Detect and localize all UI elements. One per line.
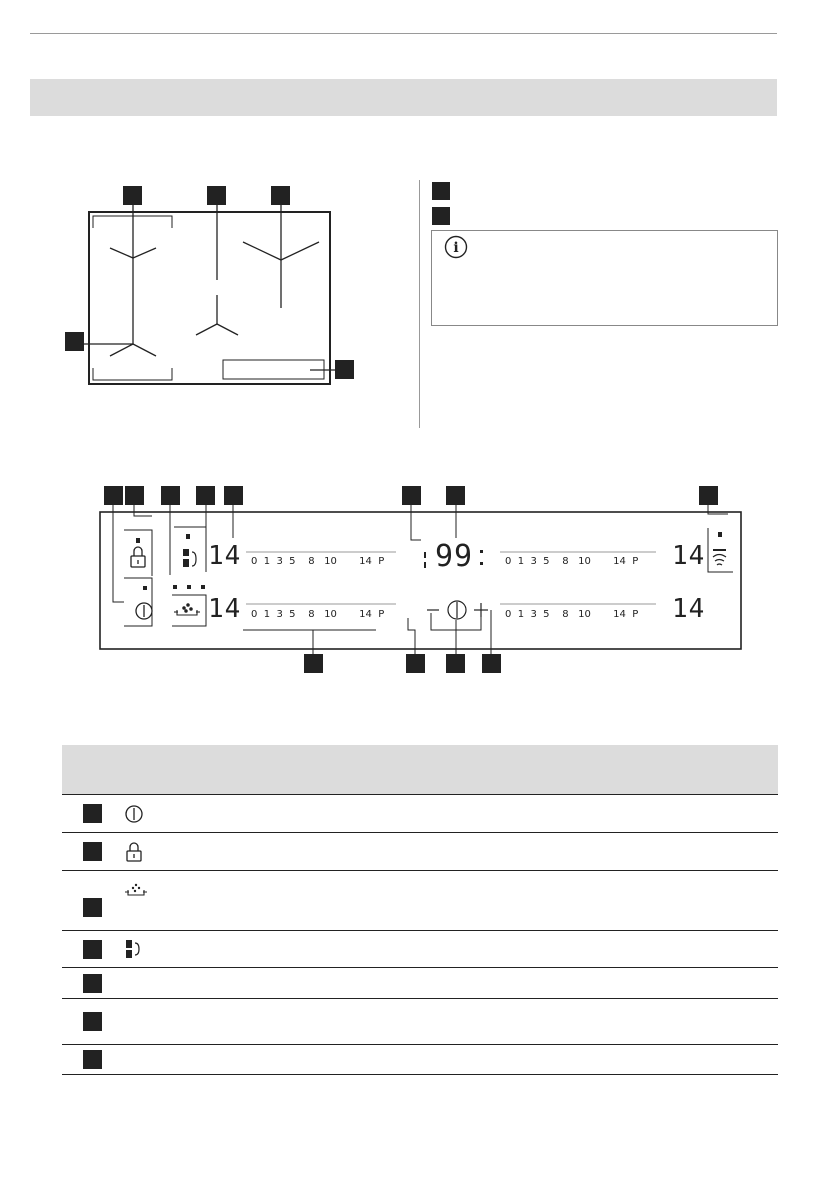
power-scale-bottom-left[interactable]: 0 1 3 5 8 10 14 P — [251, 609, 385, 620]
row-description — [418, 1045, 778, 1075]
callout-top-6 — [402, 486, 421, 505]
table-row — [62, 833, 778, 871]
table-row — [62, 1045, 778, 1075]
row-marker — [83, 804, 102, 823]
row-description — [418, 968, 778, 999]
row-marker — [83, 940, 102, 959]
hob-outline — [89, 212, 330, 384]
row-description — [418, 999, 778, 1045]
callout-top-1 — [104, 486, 123, 505]
legend-table — [62, 745, 778, 1075]
zone-display-bottom-left: 14 — [208, 594, 242, 624]
callout-bottom-2 — [406, 654, 425, 673]
table-row — [62, 999, 778, 1045]
power-scale-top-left[interactable]: 0 1 3 5 8 10 14 P — [251, 556, 385, 567]
row-function — [211, 795, 418, 833]
callout-top-7 — [446, 486, 465, 505]
timer-plus — [474, 603, 488, 617]
row-function — [211, 871, 418, 931]
timer-display: 99 — [435, 539, 474, 574]
row-marker — [83, 842, 102, 861]
control-panel-diagram — [96, 480, 746, 680]
callout-top-2 — [125, 486, 144, 505]
svg-text:i: i — [453, 240, 459, 256]
callout-bottom-1 — [304, 654, 323, 673]
callout-top-5 — [224, 486, 243, 505]
panel-outline — [100, 512, 741, 649]
hob2hood-icon — [713, 550, 726, 565]
table-row — [62, 795, 778, 833]
note-square-2 — [432, 207, 450, 225]
column-divider — [419, 180, 420, 428]
legend-header-3 — [418, 745, 778, 795]
table-row — [62, 968, 778, 999]
callout-4 — [65, 332, 84, 351]
row-function — [211, 1045, 418, 1075]
lock-icon — [124, 842, 144, 862]
legend-header-row — [62, 745, 778, 795]
callout-bottom-4 — [482, 654, 501, 673]
row-description — [418, 931, 778, 968]
callout-top-8 — [699, 486, 718, 505]
callout-bottom-3 — [446, 654, 465, 673]
section-header-band — [30, 79, 777, 116]
callout-top-4 — [196, 486, 215, 505]
cooking-zone-left-bottom — [80, 344, 156, 356]
table-row — [62, 871, 778, 931]
bridge-icon — [124, 938, 144, 960]
legend-header-2 — [211, 745, 418, 795]
row-description — [418, 795, 778, 833]
control-panel-area — [223, 360, 324, 379]
row-function — [211, 833, 418, 871]
callout-2 — [207, 186, 226, 205]
table-row — [62, 931, 778, 968]
lock-icon — [131, 547, 145, 567]
row-function — [211, 931, 418, 968]
zone-bracket-bottom — [93, 368, 172, 380]
row-description — [418, 833, 778, 871]
power-scale-top-right[interactable]: 0 1 3 5 8 10 14 P — [505, 556, 639, 567]
info-box — [431, 230, 778, 326]
row-marker — [83, 974, 102, 993]
note-square-1 — [432, 182, 450, 200]
callout-top-3 — [161, 486, 180, 505]
power-scale-bottom-right[interactable]: 0 1 3 5 8 10 14 P — [505, 609, 639, 620]
cooking-zone-left-top — [110, 204, 156, 344]
callout-5 — [335, 360, 354, 379]
row-description — [418, 871, 778, 931]
top-rule — [30, 33, 777, 34]
hob-layout-diagram — [60, 180, 360, 400]
power-icon — [124, 804, 144, 824]
callout-1 — [123, 186, 142, 205]
zone-display-top-left: 14 — [208, 541, 242, 571]
cooking-zone-right — [243, 204, 319, 308]
row-marker — [83, 898, 102, 917]
info-icon — [444, 235, 468, 259]
row-function — [211, 968, 418, 999]
booster-icon — [124, 880, 148, 900]
row-marker — [83, 1050, 102, 1069]
power-icon — [136, 603, 152, 619]
zone-display-top-right: 14 — [672, 541, 706, 571]
booster-icon — [174, 604, 200, 615]
row-function — [211, 999, 418, 1045]
timer-icon — [448, 601, 466, 619]
callout-3 — [271, 186, 290, 205]
legend-header-1 — [62, 745, 211, 795]
cooking-zone-middle — [196, 204, 238, 335]
zone-display-bottom-right: 14 — [672, 594, 706, 624]
row-marker — [83, 1012, 102, 1031]
bridge-icon — [183, 549, 196, 567]
